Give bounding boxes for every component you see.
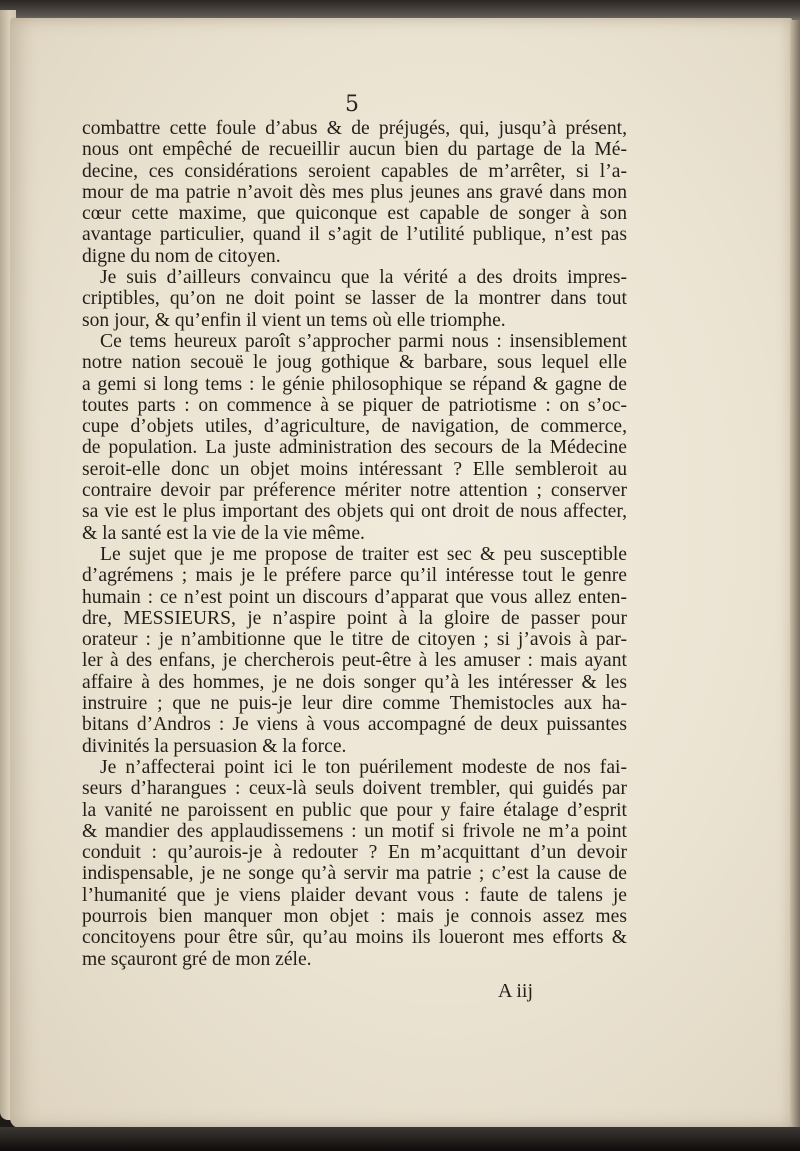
text-line: toutes parts : on commence à se piquer de patriotisme : on s’oc- [82,394,627,416]
text-line: a gemi si long tems : le génie philosophique se répand & gagne de [82,373,627,395]
text-line: criptibles, qu’on ne doit point se lasser de la montrer dans tout [82,288,627,310]
signature-mark: A iij [498,980,534,1002]
text-line: divinités la persuasion & la force. [82,735,347,757]
text-line: mour de ma patrie n’avoit dès mes plus jeunes ans gravé dans mon [82,181,627,203]
text-line: d’agrémens ; mais je le préfere parce qu’il intéresse tout le genre [82,565,627,587]
text-line: l’humanité que je viens plaider devant vous : faute de talens je [82,884,627,906]
text-line: cupe d’objets utiles, d’agriculture, de navigation, de commerce, [82,416,627,438]
text-line: contraire devoir par préference mériter notre attention ; conserver [82,480,627,502]
text-line: decine, ces considérations seroient capables de m’arrêter, si l’a- [82,160,627,182]
text-line: & la santé est la vie de la vie même. [82,522,365,544]
text-line: ler à des enfans, je chercherois peut-être à les amuser : mais ayant [82,650,627,672]
text-line: la vanité ne paroissent en public que pour y faire étalage d’esprit [82,799,627,821]
text-line: conduit : qu’aurois-je à redouter ? En m’acquittant d’un devoir [82,842,627,864]
text-line: me sçauront gré de mon zéle. [82,948,312,970]
text-line: digne du nom de citoyen. [82,245,281,267]
text-line: Le sujet que je me propose de traiter est sec & peu susceptible [100,543,627,565]
text-line: humain : ce n’est point un discours d’apparat que vous allez enten- [82,586,627,608]
text-line: Ce tems heureux paroît s’approcher parmi nous : insensiblement [100,330,627,352]
text-line: dre, MESSIEURS, je n’aspire point à la gloire de passer pour [82,607,627,629]
text-line: & mandier des applaudissemens : un motif si frivole ne m’a point [82,820,627,842]
page-right-edge [790,20,800,1130]
text-line: son jour, & qu’enfin il vient un tems où elle triomphe. [82,309,506,331]
scan-bottom-edge [0,1127,800,1151]
text-line: combattre cette foule d’abus & de préjugés, qui, jusqu’à présent, [82,118,627,139]
text-line: seurs d’harangues : ceux-là seuls doivent trembler, qui guidés par [82,778,627,800]
text-line: concitoyens pour être sûr, qu’au moins ils loueront mes efforts & [82,927,627,949]
text-line: nous ont empêché de recueillir aucun bien du partage de la Mé- [82,139,627,161]
text-line: instruire ; que ne puis-je leur dire comme Themistocles aux ha- [82,693,627,715]
text-line: sa vie est le plus important des objets qui ont droit de nous affecter, [82,501,627,523]
page-number: 5 [345,92,359,117]
text-line: Je n’affecterai point ici le ton puérilement modeste de nos fai- [100,756,627,778]
body-text [82,118,627,970]
text-line: avantage particulier, quand il s’agit de l’utilité publique, n’est pas [82,224,627,246]
text-line: pourrois bien manquer mon objet : mais je connois assez mes [82,905,627,927]
text-line: cœur cette maxime, que quiconque est capable de songer à son [82,203,627,225]
text-line: affaire à des hommes, je ne dois songer qu’à les intéresser & les [82,671,627,693]
text-line: bitans d’Andros : Je viens à vous accompagné de deux puissantes [82,714,627,736]
text-line: de population. La juste administration des secours de la Médecine [82,437,627,459]
text-line: notre nation secouë le joug gothique & barbare, sous lequel elle [82,352,627,374]
text-line: indispensable, je ne songe qu’à servir ma patrie ; c’est la cause de [82,863,627,885]
text-line: orateur : je n’ambitionne que le titre de citoyen ; si j’avois à par- [82,629,627,651]
text-line: seroit-elle donc un objet moins intéressant ? Elle sembleroit au [82,458,627,480]
text-line: Je suis d’ailleurs convaincu que la vérité a des droits impres- [100,267,627,289]
